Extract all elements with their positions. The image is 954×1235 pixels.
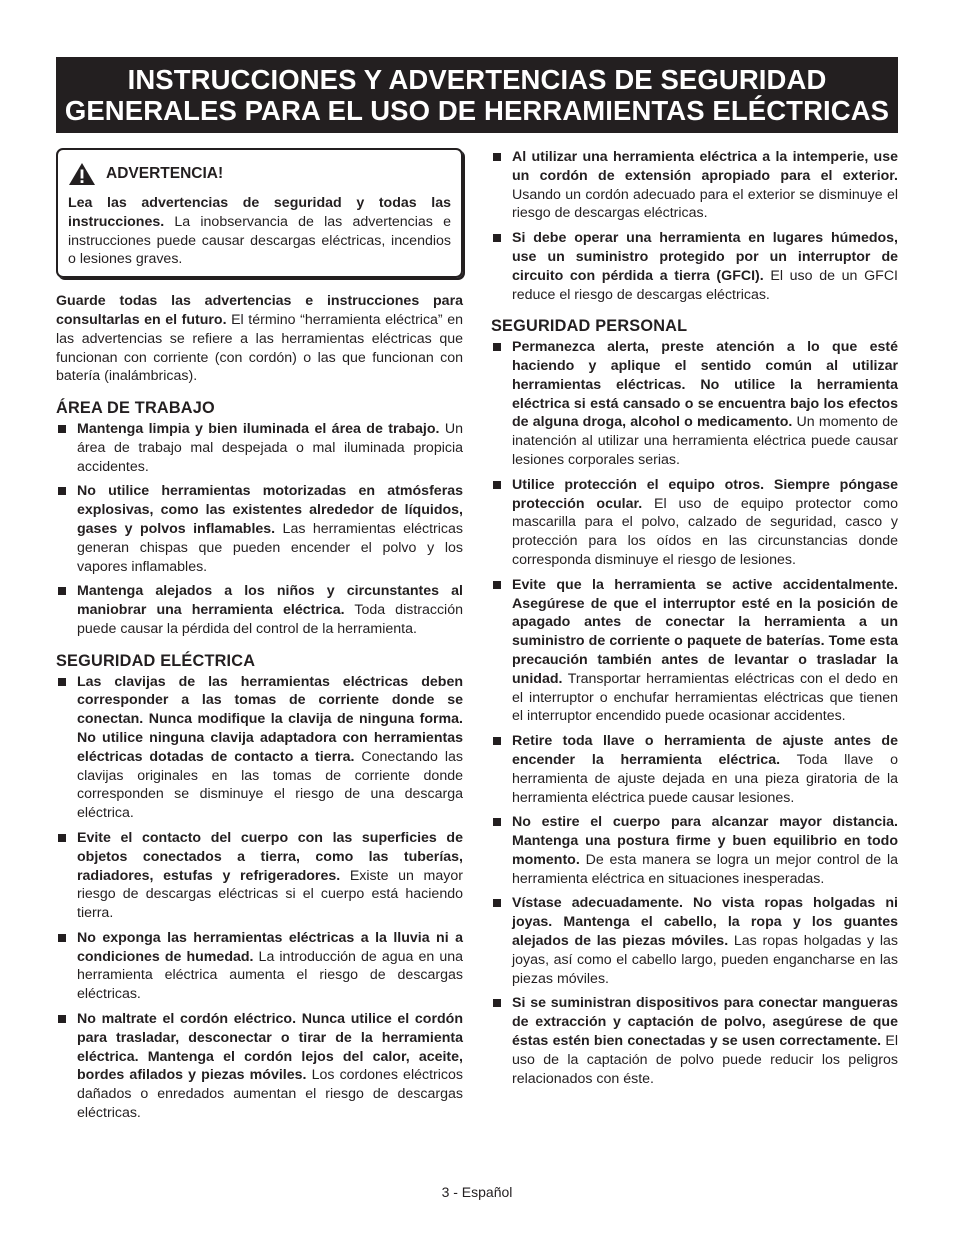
- item-body-text: De esta manera se logra un mejor control de la herramienta eléctrica en situaciones inesperadas.: [512, 851, 898, 887]
- item-body-text: Transportar herramientas eléctricas con el dedo en el interruptor o enchufar herramientas eléctricas que tienen el interruptor encendido puede ocasionar accidentes.: [512, 670, 898, 725]
- warning-header: [68, 162, 451, 186]
- bullet-square-icon: [58, 1015, 66, 1023]
- list-item: [491, 576, 898, 726]
- item-bold-text: Mantenga alejados a los niños y circunstantes al maniobrar una herramienta eléctrica.: [77, 583, 463, 619]
- list-item: [56, 1010, 463, 1123]
- warning-box: [56, 148, 463, 278]
- bullet-square-icon: [493, 234, 501, 242]
- warning-text: [68, 194, 451, 269]
- item-bold-text: Al utilizar una herramienta eléctrica a la intemperie, use un cordón de extensión apropiado para el exterior.: [512, 149, 898, 184]
- page-title-line-1: INSTRUCCIONES Y ADVERTENCIAS DE SEGURIDAD: [127, 64, 827, 95]
- page-title-banner: [56, 57, 898, 133]
- item-body-text: Los cordones eléctricos dañados o enredados aumentan el riesgo de descargas eléctricas.: [77, 1067, 463, 1122]
- intro-bold-text: Guarde todas las advertencias e instrucciones para consultarlas en el futuro.: [56, 293, 463, 328]
- item-bold-text: Evite que la herramienta se active accidentalmente. Asegúrese de que el interruptor esté en la posición de apagado antes de conectar la herramienta a un suministro de corriente o paquete de baterías. Tome esta precaución también antes de levantar o trasladar la unidad.: [512, 576, 898, 687]
- item-bold-text: Las clavijas de las herramientas eléctricas deben corresponder a las tomas de corriente donde se conectan. Nunca modifique la clavija de ninguna forma. No utilice ninguna clavija adaptadora con herramientas eléctricas dotadas de contacto a tierra.: [77, 673, 463, 765]
- item-bold-text: No maltrate el cordón eléctrico. Nunca utilice el cordón para trasladar, desconectar o tirar de la herramienta eléctrica. Mantenga el cordón lejos del calor, aceite, bordes afilados y piezas móviles.: [77, 1011, 463, 1084]
- item-body-text: Las herramientas eléctricas generan chispas que pueden encender el polvo y los vapores inflamables.: [77, 520, 463, 575]
- intro-paragraph: [56, 292, 463, 386]
- bullet-square-icon: [493, 581, 501, 589]
- item-body-text: Conectando las clavijas originales en las tomas de corriente donde corresponden se disminuye el riesgo de una descarga eléctrica.: [77, 748, 463, 822]
- item-bold-text: Vístase adecuadamente. No vista ropas holgadas ni joyas. Mantenga el cabello, la ropa y los guantes alejados de las piezas móviles.: [512, 895, 898, 950]
- list-item: [56, 673, 463, 823]
- list-item: [56, 929, 463, 1004]
- intro-body-text: El término “herramienta eléctrica” en las advertencias se refiere a las herramientas eléctricas que funcionan con corriente (con cordón) o las que funcionan con batería (inalámbricas).: [56, 311, 463, 385]
- bullet-square-icon: [58, 834, 66, 842]
- left-column: [56, 148, 463, 1129]
- item-body-text: Las ropas holgadas y las joyas, así como el cabello largo, pueden engancharse en las piezas móviles.: [512, 933, 898, 987]
- item-bold-text: Retire toda llave o herramienta de ajuste antes de encender la herramienta eléctrica.: [512, 733, 898, 768]
- item-body-text: Toda llave o herramienta de ajuste dejada en una pieza giratoria de la herramienta eléctrica puede causar lesiones.: [512, 751, 899, 806]
- list-item: [491, 894, 898, 988]
- bullet-square-icon: [493, 818, 501, 826]
- bullet-square-icon: [58, 587, 66, 595]
- list-item: [491, 338, 898, 470]
- list-item: [491, 732, 898, 807]
- item-bold-text: Evite el contacto del cuerpo con las superficies de objetos conectados a tierra, como las tuberías, radiadores, estufas y refrigeradores.: [77, 829, 463, 884]
- section-heading-seguridad-electrica: SEGURIDAD ELÉCTRICA: [56, 651, 256, 670]
- bullet-square-icon: [58, 934, 66, 942]
- list-item: [491, 813, 898, 888]
- section-heading-area-de-trabajo: ÁREA DE TRABAJO: [56, 399, 215, 418]
- item-body-text: La introducción de agua en una herramienta eléctrica aumenta el riesgo de descargas eléctricas.: [77, 948, 463, 1003]
- list-item: [56, 482, 463, 576]
- warning-bold-text: Lea las advertencias de seguridad y todas las instrucciones.: [68, 195, 451, 230]
- list-item: [491, 229, 898, 304]
- bullet-square-icon: [493, 999, 501, 1007]
- page-number: 3 - Español: [441, 1184, 513, 1200]
- list-item: [491, 148, 898, 223]
- item-bold-text: Si se suministran dispositivos para conectar mangueras de extracción y captación de polvo, asegúrese de que éstas estén bien conectadas y se usen correctamente.: [512, 995, 898, 1050]
- bullet-square-icon: [58, 678, 66, 686]
- item-bold-text: No estire el cuerpo para alcanzar mayor distancia. Mantenga una postura firme y buen equilibrio en todo momento.: [512, 814, 898, 868]
- list-item: [56, 582, 463, 638]
- item-bold-text: Utilice protección el equipo otros. Siempre póngase protección ocular.: [512, 476, 898, 512]
- section-heading-seguridad-personal: SEGURIDAD PERSONAL: [491, 317, 688, 336]
- item-body-text: Un área de trabajo mal despejada o mal iluminada propicia accidentes.: [77, 420, 463, 475]
- list-item: [56, 829, 463, 923]
- item-body-text: El uso de equipo protector como mascarilla para el polvo, calzado de seguridad, casco y protección para los oídos en las circunstancias donde corresponda disminuye el riesgo de lesiones.: [512, 495, 898, 568]
- item-bold-text: No utilice herramientas motorizadas en atmósferas explosivas, como las existentes alrededor de líquidos, gases y polvos inflamables.: [77, 483, 463, 537]
- bullet-square-icon: [58, 425, 66, 433]
- item-bold-text: No exponga las herramientas eléctricas a la lluvia ni a condiciones de humedad.: [77, 929, 463, 965]
- warning-triangle-icon: [68, 162, 96, 186]
- bullet-square-icon: [493, 899, 501, 907]
- list-item: [56, 420, 463, 476]
- bullet-square-icon: [493, 481, 501, 489]
- bullet-square-icon: [493, 737, 501, 745]
- list-item: [491, 476, 898, 570]
- item-bold-text: Permanezca alerta, preste atención a lo que esté haciendo y aplique el sentido común al utilizar herramientas eléctricas. No utilice la herramienta eléctrica si está cansado o se encuentra bajo los efectos de alguna droga, alcohol o medicamento.: [512, 339, 898, 431]
- bullet-square-icon: [493, 153, 501, 161]
- item-body-text: Usando un cordón adecuado para el exterior se disminuye el riesgo de descargas eléctricas.: [512, 186, 898, 222]
- item-body-text: El uso de la captación de polvo puede reducir los peligros relacionados con éste.: [512, 1033, 898, 1087]
- bullet-square-icon: [58, 487, 66, 495]
- item-bold-text: Si debe operar una herramienta en lugares húmedos, use un suministro protegido por un interruptor de circuito con pérdida a tierra (GFCI).: [512, 230, 898, 284]
- item-body-text: Un momento de inatención al utilizar una herramienta eléctrica puede causar lesiones corporales serias.: [512, 414, 898, 468]
- right-column: [491, 148, 898, 1094]
- page-title-line-2: GENERALES PARA EL USO DE HERRAMIENTAS ELÉCTRICAS: [64, 95, 890, 126]
- item-bold-text: Mantenga limpia y bien iluminada el área de trabajo.: [77, 420, 440, 437]
- item-body-text: El uso de un GFCI reduce el riesgo de descargas eléctricas.: [512, 267, 899, 303]
- warning-title: ADVERTENCIA!: [106, 164, 224, 182]
- bullet-square-icon: [493, 343, 501, 351]
- item-body-text: Toda distracción puede causar la pérdida del control de la herramienta.: [77, 602, 463, 637]
- warning-body-text: La inobservancia de las advertencias e instrucciones puede causar descargas eléctricas, incendios o lesiones graves.: [68, 213, 451, 268]
- list-item: [491, 994, 898, 1088]
- item-body-text: Existe un mayor riesgo de descargas eléctricas si el cuerpo está haciendo tierra.: [77, 867, 463, 922]
